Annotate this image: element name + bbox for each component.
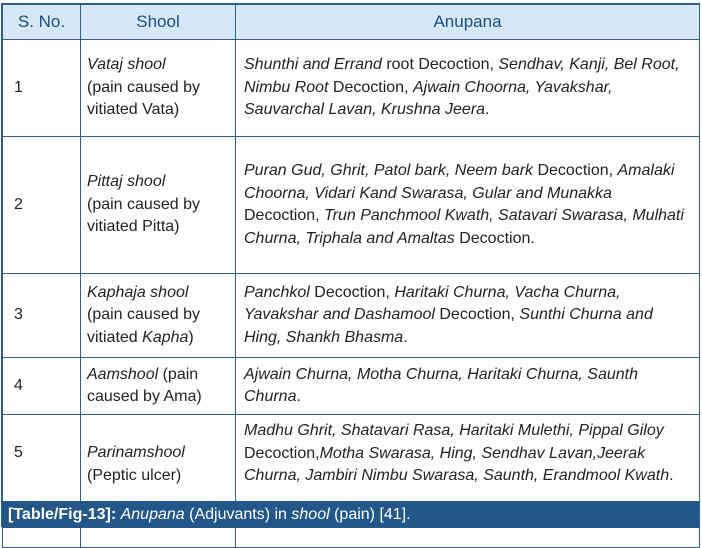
shool-description: (pain caused by Ama)	[87, 365, 202, 405]
text-run: Shunthi and Errand	[244, 56, 382, 74]
text-run: Decoction,	[309, 283, 395, 301]
shool-cell	[81, 137, 236, 274]
table-row	[3, 358, 700, 415]
header-anupana: Anupana	[236, 5, 700, 40]
caption-label: [Table/Fig-13]:	[8, 506, 117, 523]
table-figure	[1, 3, 700, 527]
table-row	[3, 40, 700, 137]
text-run: .	[669, 467, 674, 484]
row-number: 1	[3, 40, 81, 137]
shool-name: Parinamshool	[87, 444, 185, 461]
shool-name: Aamshool	[87, 365, 159, 383]
shool-name: Kaphaja shool	[87, 283, 189, 301]
shool-name: Pittaj shool	[87, 173, 166, 191]
row-number: 2	[3, 137, 81, 274]
text-run: Sendhav, Kanji, Bel Root, Nimbu Root	[244, 56, 680, 96]
text-run: Decoction,	[244, 444, 320, 462]
table-row	[3, 274, 700, 358]
shool-cell	[81, 40, 236, 137]
shool-cell	[81, 358, 236, 415]
table-row	[3, 137, 700, 274]
shool-description: (pain caused by vitiated Vata)	[87, 78, 200, 119]
anupana-table	[2, 4, 700, 548]
header-shool: Shool	[81, 5, 236, 40]
shool-description: (pain caused by vitiated Pitta)	[87, 195, 200, 236]
shool-description: (Peptic ulcer)	[87, 466, 182, 484]
text-run: .	[485, 101, 490, 119]
text-run: (Adjuvants) in	[184, 506, 292, 523]
text-run: Decoction,	[328, 78, 413, 96]
header-row	[3, 5, 700, 40]
anupana-cell	[236, 40, 700, 137]
text-run: shool	[291, 506, 330, 523]
row-number: 3	[3, 274, 81, 358]
text-run: Trun Panchmool Kwath, Satavari Swarasa, Mulhati Churna, Triphala and Amaltas	[244, 207, 684, 247]
text-run: Sunthi Churna and Hing, Shankh Bhasma	[244, 306, 653, 346]
shool-name: Vataj shool	[87, 56, 166, 74]
text-run: .	[403, 328, 408, 346]
text-run: Decoction,	[533, 162, 618, 179]
text-run: Decoction,	[244, 207, 325, 224]
shool-cell	[81, 274, 236, 358]
row-number: 5	[3, 415, 81, 548]
text-run: root Decoction,	[381, 56, 499, 74]
text-run: Madhu Ghrit, Shatavari Rasa, Haritaki Mulethi, Pippal Giloy	[244, 422, 664, 439]
text-run: .	[296, 388, 301, 405]
anupana-cell	[236, 358, 700, 415]
header-sno: S. No.	[3, 5, 81, 40]
text-run: Decoction.	[454, 229, 535, 247]
text-run: Panchkol	[244, 283, 310, 301]
caption-text	[116, 506, 410, 523]
figure-caption	[2, 501, 699, 528]
text-run: Haritaki Churna, Vacha Churna, Yavakshar and Dashamool	[244, 283, 621, 324]
text-run: Puran Gud, Ghrit, Patol bark, Neem bark	[244, 162, 534, 179]
text-run: Ajwain Churna, Motha Churna, Haritaki Churna, Saunth Churna	[244, 365, 638, 405]
text-run: Ajwain Choorna, Yavakshar, Sauvarchal Lavan, Krushna Jeera	[244, 78, 613, 119]
text-run: Amalaki Choorna, Vidari Kand Swarasa, Gular and Munakka	[244, 162, 675, 202]
row-number: 4	[3, 358, 81, 415]
anupana-cell	[236, 274, 700, 358]
text-run: Anupana	[120, 506, 185, 523]
anupana-cell	[236, 137, 700, 274]
shool-description: (pain caused by vitiated Kapha)	[87, 306, 200, 346]
text-run: Decoction,	[434, 306, 520, 324]
text-run: Motha Swarasa, Hing, Sendhav Lavan,Jeerak Churna, Jambiri Nimbu Swarasa, Saunth, Erandmool Kwath	[244, 444, 670, 484]
text-run: (pain) [41].	[329, 506, 411, 523]
